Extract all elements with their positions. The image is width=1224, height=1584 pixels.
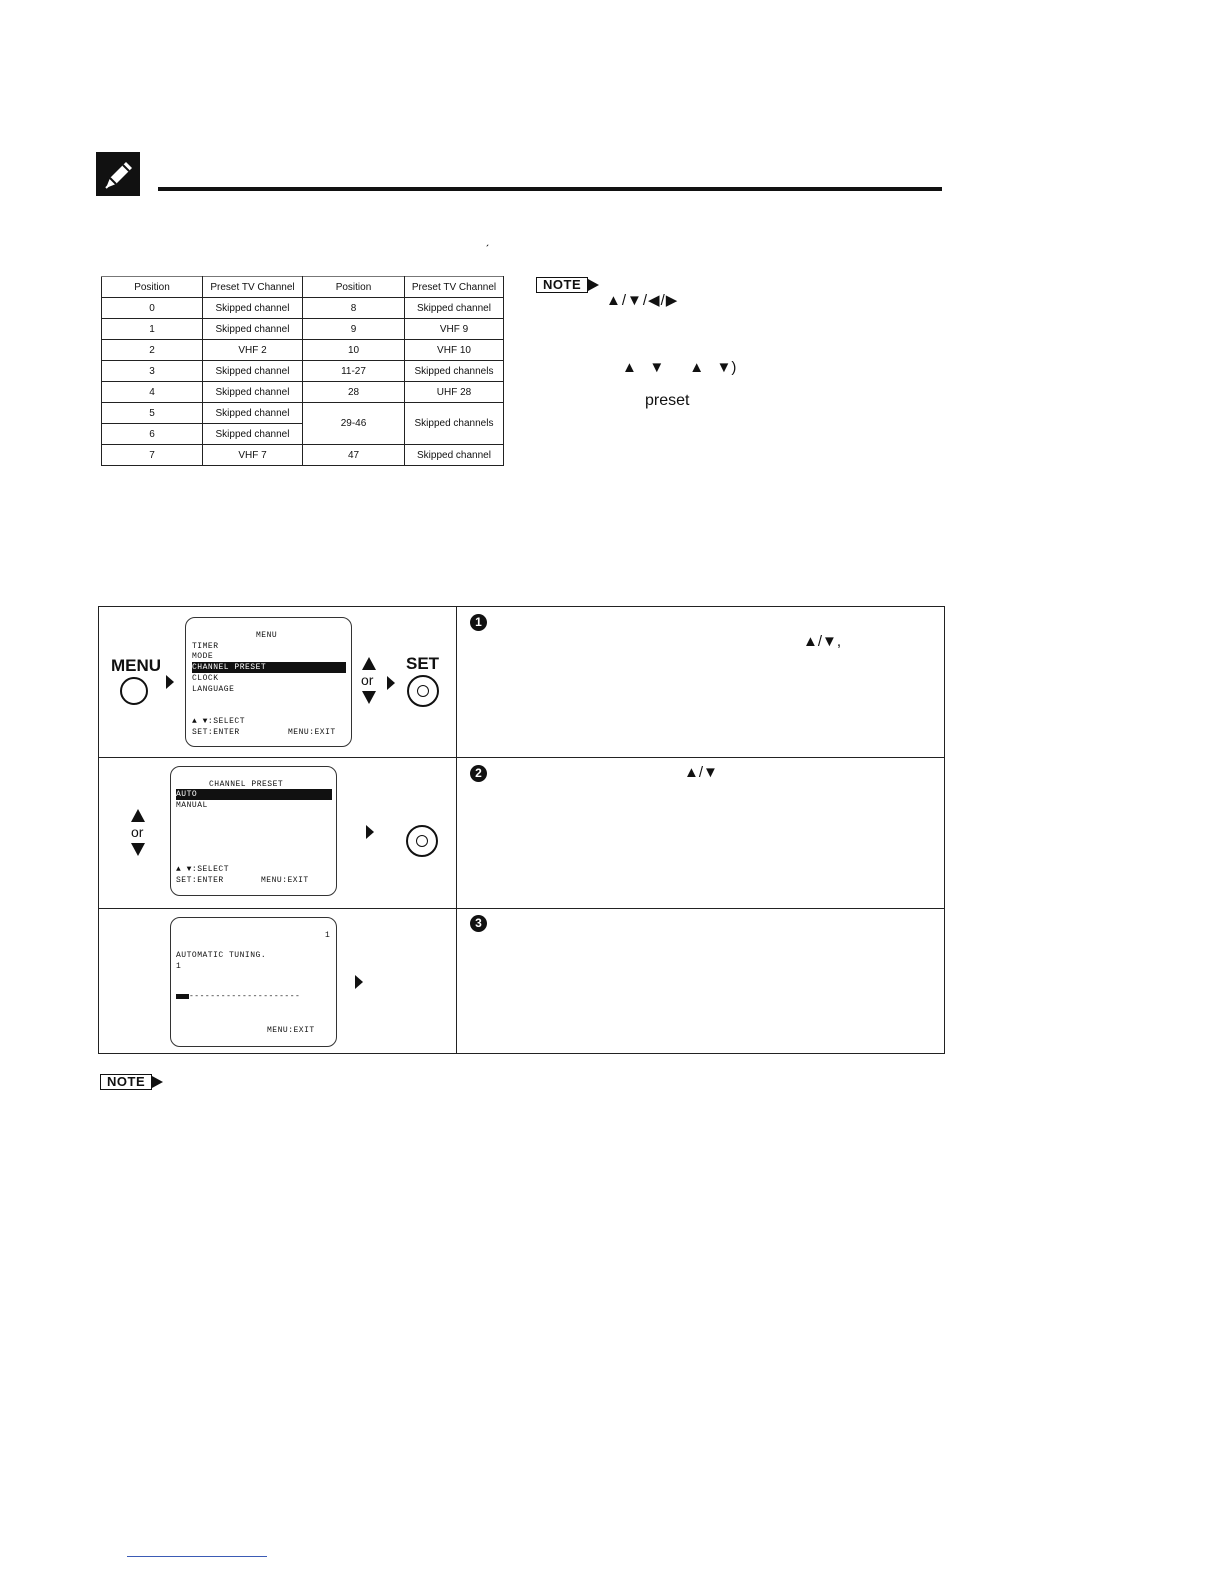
menu-item-auto: AUTO xyxy=(176,789,332,800)
header-position: Position xyxy=(102,277,203,298)
menu-item-clock: CLOCK xyxy=(192,674,219,683)
flow-arrow-icon xyxy=(355,975,363,989)
cell: 7 xyxy=(102,445,203,466)
menu-item-mode: MODE xyxy=(192,652,214,661)
cell: Skipped channel xyxy=(203,382,303,403)
table-header-row xyxy=(102,277,504,298)
cell: 4 xyxy=(102,382,203,403)
cell: VHF 7 xyxy=(203,445,303,466)
up-arrow-icon[interactable] xyxy=(362,657,376,670)
cell: Skipped channels xyxy=(405,403,504,445)
screen-footer-select: ▲ ▼:SELECT xyxy=(176,865,230,874)
header-preset-channel: Preset TV Channel xyxy=(203,277,303,298)
cell: 0 xyxy=(102,298,203,319)
screen-footer-enter: SET:ENTER xyxy=(176,876,224,885)
step-2-number: 2 xyxy=(470,765,487,782)
cell: UHF 28 xyxy=(405,382,504,403)
cell: Skipped channel xyxy=(405,445,504,466)
cell: 1 xyxy=(102,319,203,340)
cell: 10 xyxy=(303,340,405,361)
cell: 2 xyxy=(102,340,203,361)
progress-track: --------------------- xyxy=(189,992,301,1001)
steps-table xyxy=(98,606,945,1054)
cell: 6 xyxy=(102,424,203,445)
pencil-icon xyxy=(96,152,140,196)
screen-footer-exit: MENU:EXIT xyxy=(261,876,309,885)
automatic-tuning-screen xyxy=(170,917,337,1047)
cell: Skipped channel xyxy=(203,361,303,382)
header-position: Position xyxy=(303,277,405,298)
set-button[interactable] xyxy=(407,675,439,707)
step-3-number: 3 xyxy=(470,915,487,932)
progress-fill xyxy=(176,994,189,999)
table-row xyxy=(102,319,504,340)
cell: 9 xyxy=(303,319,405,340)
flow-arrow-icon xyxy=(166,675,174,689)
cell: Skipped channel xyxy=(203,298,303,319)
cell: Skipped channel xyxy=(405,298,504,319)
cell: VHF 10 xyxy=(405,340,504,361)
menu-item-language: LANGUAGE xyxy=(192,685,235,694)
screen-title: MENU xyxy=(256,631,278,640)
menu-button[interactable] xyxy=(120,677,148,705)
channel-preset-screen xyxy=(170,766,337,896)
step-1-arrows: ▲/▼, xyxy=(803,633,842,650)
table-row xyxy=(102,340,504,361)
step-2-arrows: ▲/▼ xyxy=(684,764,718,781)
menu-item-channel-preset: CHANNEL PRESET xyxy=(192,662,346,673)
screen-footer-exit: MENU:EXIT xyxy=(267,1026,315,1035)
cell: Skipped channel xyxy=(203,424,303,445)
screen-title: AUTOMATIC TUNING. xyxy=(176,951,267,960)
cell: 47 xyxy=(303,445,405,466)
cell: 11-27 xyxy=(303,361,405,382)
table-row xyxy=(102,382,504,403)
screen-value: 1 xyxy=(176,962,182,971)
cell: Skipped channel xyxy=(203,319,303,340)
table-row xyxy=(102,298,504,319)
set-button-label: SET xyxy=(406,654,440,673)
note-badge: NOTE xyxy=(536,276,588,294)
bottom-note-badge: NOTE xyxy=(100,1073,152,1091)
arrow-range-text: ▲ ▼ ▲ ▼) xyxy=(622,359,737,376)
menu-item-timer: TIMER xyxy=(192,642,219,651)
or-text: or xyxy=(131,824,144,840)
menu-button-label: MENU xyxy=(111,656,162,675)
table-row xyxy=(102,361,504,382)
footer-link-underline xyxy=(127,1556,267,1557)
header-rule xyxy=(158,187,942,191)
cell: Skipped channels xyxy=(405,361,504,382)
or-text: or xyxy=(361,672,374,688)
stray-mark: ˏ xyxy=(485,232,490,247)
screen-footer-exit: MENU:EXIT xyxy=(288,728,336,737)
screen-title: CHANNEL PRESET xyxy=(209,780,284,789)
cell: 28 xyxy=(303,382,405,403)
cell: 29-46 xyxy=(303,403,405,445)
preset-channel-table xyxy=(101,276,504,466)
cell: 5 xyxy=(102,403,203,424)
table-row xyxy=(102,445,504,466)
cell: 3 xyxy=(102,361,203,382)
cell: VHF 2 xyxy=(203,340,303,361)
table-row xyxy=(102,403,504,424)
screen-footer-enter: SET:ENTER xyxy=(192,728,240,737)
cell: 8 xyxy=(303,298,405,319)
screen-footer-select: ▲ ▼:SELECT xyxy=(192,717,246,726)
cell: Skipped channel xyxy=(203,403,303,424)
flow-arrow-icon xyxy=(387,676,395,690)
screen-channel-number: 1 xyxy=(325,931,331,940)
down-arrow-icon[interactable] xyxy=(131,843,145,856)
preset-word: preset xyxy=(645,392,690,409)
step-1-number: 1 xyxy=(470,614,487,631)
cell: VHF 9 xyxy=(405,319,504,340)
down-arrow-icon[interactable] xyxy=(362,691,376,704)
flow-arrow-icon xyxy=(366,825,374,839)
menu-item-manual: MANUAL xyxy=(176,801,208,810)
arrow-buttons-text: ▲/▼/◀/▶ xyxy=(606,292,679,309)
up-arrow-icon[interactable] xyxy=(131,809,145,822)
header-preset-channel: Preset TV Channel xyxy=(405,277,504,298)
menu-screen xyxy=(185,617,352,747)
set-button[interactable] xyxy=(406,825,438,857)
